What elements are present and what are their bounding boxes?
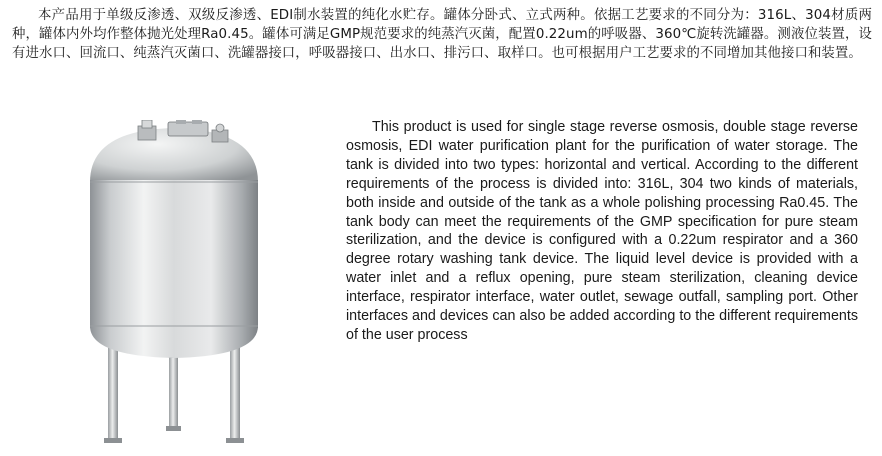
english-description: This product is used for single stage reverse osmosis, double stage reverse osmosis, EDI water purification plant for the purification of water storage. The tank is divided into two types: horizontal and vertical. According to the different requirements of the process is divided into: 316L, 304 two kinds of materials, both inside and outside of the tank as a whole polishing processing Ra0.45. The tank body can meet the requirements of the GMP specification for pure steam sterilization, and the device is configured with a 0.22um respirator and a 360 degree rotary washing tank device. The liquid level device is provided with a water inlet and a reflux opening, pure steam sterilization, cleaning device interface, respirator interface, water outlet, sewage outfall, sampling port. Other interfaces and devices can also be added according to the different requirements of the user process <box>346 119 858 343</box>
tank-body <box>90 180 258 328</box>
chinese-description: 本产品用于单级反渗透、双级反渗透、EDI制水装置的纯化水贮存。罐体分卧式、立式两种。依据工艺要求的不同分为：316L、304材质两种，罐体内外均作整体抛光处理Ra0.45。罐体可满足GMP规范要求的纯蒸汽灭菌，配置0.22um的呼吸器、360℃旋转洗罐器。测液位装置，设有进水口、回流口、纯蒸汽灭菌口、洗罐器接口，呼吸器接口、出水口、排污口、取样口。也可根据用户工艺要求的不同增加其他接口和装置。 <box>12 8 872 61</box>
stainless-steel-storage-tank-image <box>56 120 296 450</box>
